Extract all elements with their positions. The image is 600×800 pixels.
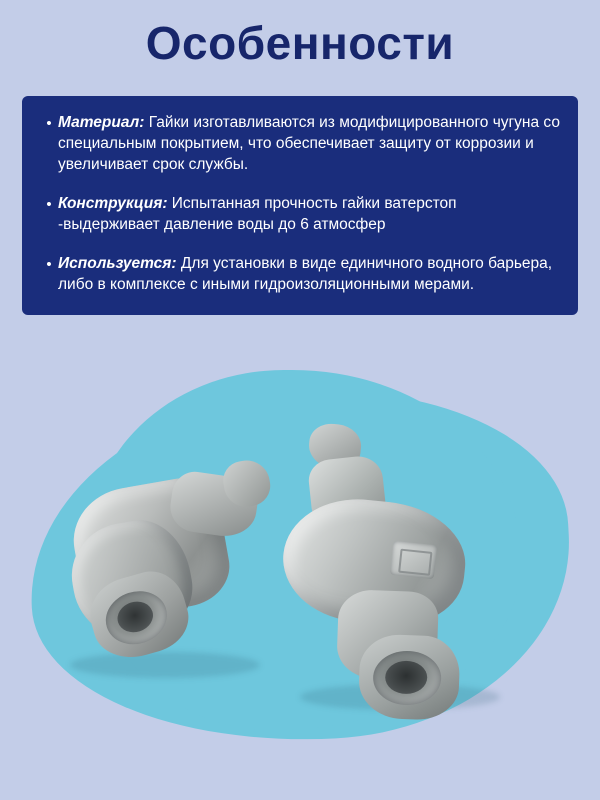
feature-text: [58, 112, 560, 175]
feature-body: Гайки изготавливаются из модифицированного чугуна со специальным покрытием, что обеспечивает защиту от коррозии и увеличивает срок службы.: [58, 114, 560, 173]
features-card: [22, 96, 578, 315]
feature-text: [58, 253, 560, 295]
nut-socket-hole: [385, 661, 427, 694]
product-photo: [0, 352, 600, 800]
bullet-icon: •: [46, 196, 52, 213]
list-item: [40, 193, 560, 235]
feature-text: [58, 193, 560, 235]
waterstop-nut-right: [263, 412, 543, 736]
feature-lead: Конструкция:: [58, 195, 168, 212]
nut-marking-plate: [390, 541, 437, 579]
bullet-icon: •: [46, 115, 52, 132]
feature-lead: Материал:: [58, 114, 145, 131]
list-item: [40, 253, 560, 295]
feature-lead: Используется:: [58, 255, 177, 272]
bullet-icon: •: [46, 256, 52, 273]
list-item: [40, 112, 560, 175]
page-title: Особенности: [145, 17, 455, 69]
feature-body: Для установки в виде единичного водного барьера, либо в комплексе с иными гидроизоляционными мерами.: [58, 255, 553, 293]
feature-body: Испытанная прочность гайки ватерстоп -выдерживает давление воды до 6 атмосфер: [58, 195, 457, 233]
